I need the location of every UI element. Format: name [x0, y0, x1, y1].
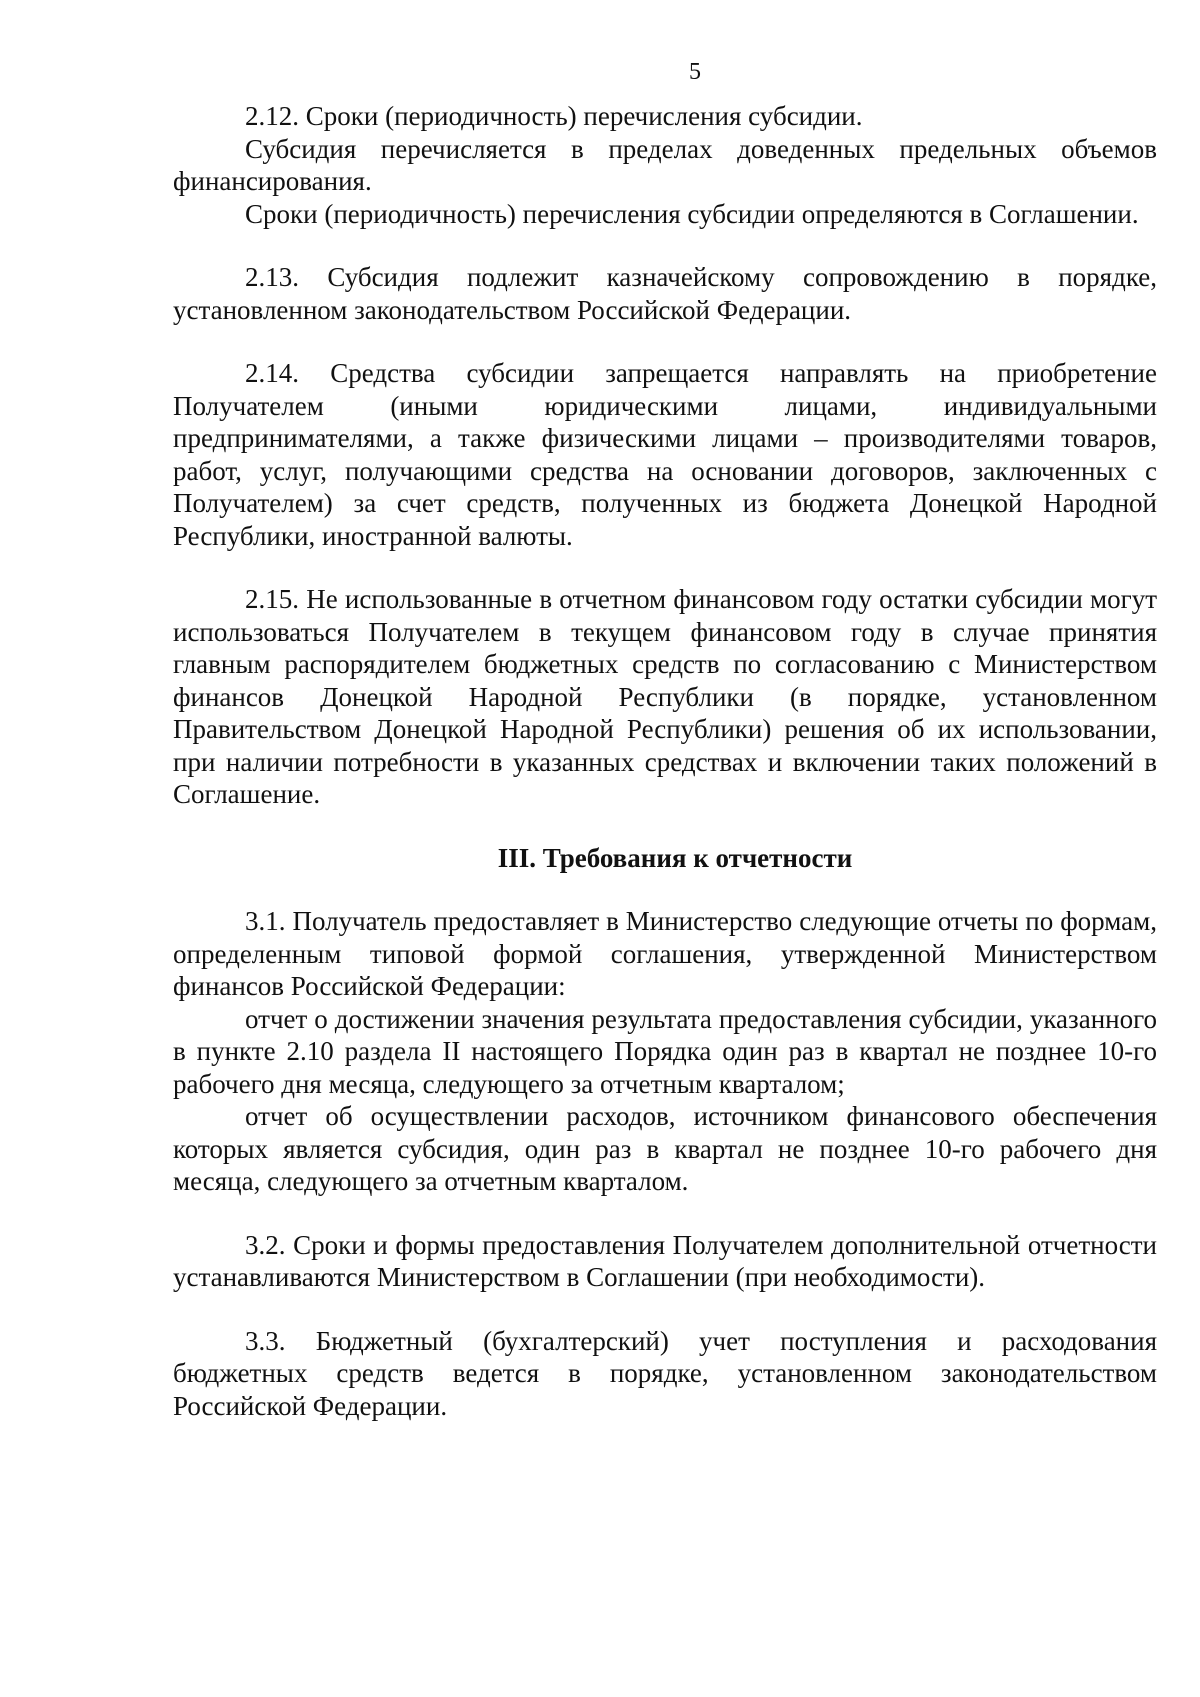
section-3-heading: III. Требования к отчетности [497, 842, 853, 873]
clause-2-13-text: 2.13. Субсидия подлежит казначейскому сопровождению в порядке, установленном законодательством Российской Федерации. [173, 262, 1157, 325]
clause-3-1-item-2: отчет об осуществлении расходов, источником финансового обеспечения которых является субсидия, один раз в квартал не позднее 10-го рабочего дня месяца, следующего за отчетным кварталом. [173, 1101, 1157, 1196]
clause-2-12-text-2: Сроки (периодичность) перечисления субсидии определяются в Соглашении. [245, 198, 1139, 229]
clause-3-2-text: 3.2. Сроки и формы предоставления Получателем дополнительной отчетности устанавливаются Министерством в Соглашении (при необходимости). [173, 1229, 1157, 1292]
clause-2-12-title: 2.12. Сроки (периодичность) перечисления субсидии. [245, 101, 863, 131]
clause-2-14 [173, 357, 1157, 552]
clause-2-15-text: 2.15. Не использованные в отчетном финансовом году остатки субсидии могут использоваться Получателем в текущем финансовом году в случае принятия главным распорядителем бюджетных средств по согласованию с Министерством финансов Донецкой Народной Республики (в порядке, установленном Правительством Донецкой Народной Республики) решения об их использовании, при наличии потребности в указанных средствах и включении таких положений в Соглашение. [173, 584, 1157, 809]
clause-3-3 [173, 1325, 1157, 1423]
clause-3-1-item-1: отчет о достижении значения результата предоставления субсидии, указанного в пункте 2.10 раздела II настоящего Порядка один раз в квартал не позднее 10-го рабочего дня месяца, следующего за отчетным кварталом; [173, 1003, 1157, 1099]
clause-3-1 [173, 905, 1157, 1198]
clause-2-15 [173, 583, 1157, 811]
clause-3-1-intro: 3.1. Получатель предоставляет в Министерство следующие отчеты по формам, определенным типовой формой соглашения, утвержденной Министерством финансов Российской Федерации: [173, 906, 1157, 1001]
clause-3-3-text: 3.3. Бюджетный (бухгалтерский) учет поступления и расходования бюджетных средств ведется в порядке, установленном законодательством Российской Федерации. [173, 1325, 1157, 1421]
clause-2-12-text-1: Субсидия перечисляется в пределах доведенных предельных объемов финансирования. [173, 133, 1157, 196]
page-number: 5 [689, 59, 701, 85]
clause-3-2 [173, 1229, 1157, 1294]
clause-2-12 [173, 100, 1157, 230]
clause-2-13 [173, 261, 1157, 326]
clause-2-14-text: 2.14. Средства субсидии запрещается направлять на приобретение Получателем (иными юридическими лицами, индивидуальными предпринимателями, а также физическими лицами – производителями товаров, работ, услуг, получающими средства на основании договоров, заключенных с Получателем) за счет средств, полученных из бюджета Донецкой Народной Республики, иностранной валюты. [173, 358, 1157, 551]
